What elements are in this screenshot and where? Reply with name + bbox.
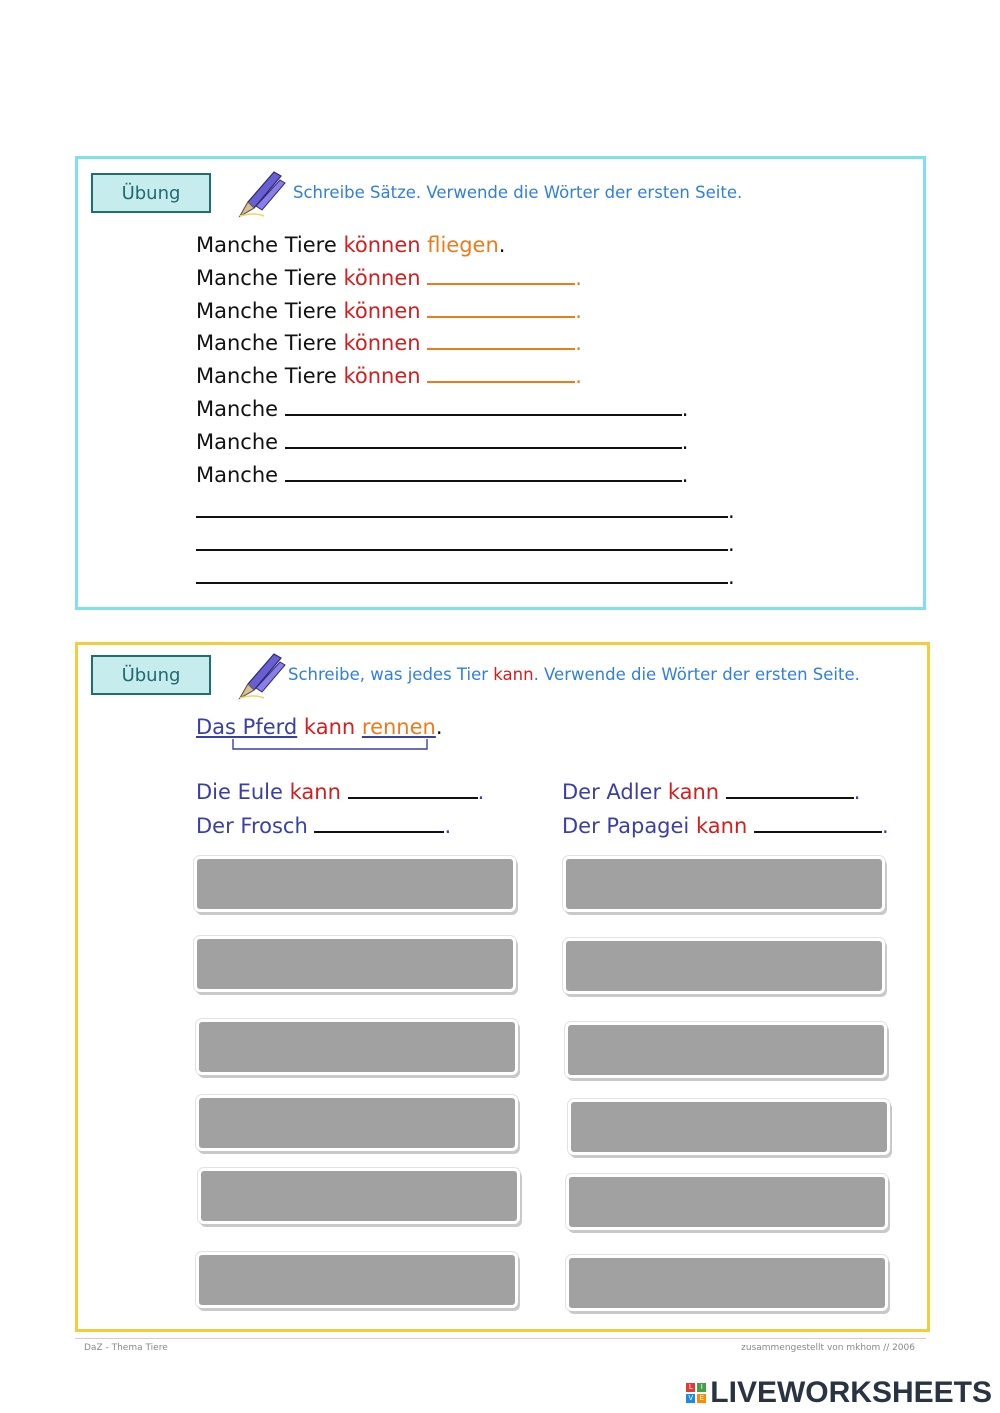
answer-blank[interactable] xyxy=(427,298,575,318)
verb-koennen: können xyxy=(343,364,421,388)
answer-blank[interactable] xyxy=(427,330,575,350)
free-row xyxy=(196,496,735,526)
sentence-start: Manche xyxy=(196,463,279,487)
sentence-start: Manche Tiere xyxy=(196,364,344,388)
free-row xyxy=(196,562,735,592)
answer-blank[interactable] xyxy=(427,265,575,285)
answer-blank[interactable] xyxy=(348,779,478,799)
answer-blank[interactable] xyxy=(754,813,882,833)
answer-box[interactable] xyxy=(565,1022,887,1078)
answer-blank[interactable] xyxy=(196,498,728,518)
answer-box[interactable] xyxy=(196,1019,518,1075)
instruction-part: . Verwende die Wörter der ersten Seite. xyxy=(533,665,860,684)
logo-icon xyxy=(685,1382,707,1404)
period: . xyxy=(575,299,582,323)
sentence-start: Manche Tiere xyxy=(196,266,344,290)
verb-kann: kann xyxy=(667,780,720,804)
verb-koennen: können xyxy=(343,233,421,257)
sentence-start: Manche xyxy=(196,430,279,454)
answer-blank[interactable] xyxy=(285,462,682,482)
answer-blank[interactable] xyxy=(726,779,854,799)
period: . xyxy=(681,463,689,487)
example-word: fliegen xyxy=(427,233,499,257)
answer-box[interactable] xyxy=(194,856,516,912)
exercise-1-instruction: Schreibe Sätze. Verwende die Wörter der ersten Seite. xyxy=(293,183,743,202)
animal-sentence xyxy=(196,777,484,807)
period: . xyxy=(881,814,889,838)
period: . xyxy=(575,331,582,355)
verb-koennen: können xyxy=(343,299,421,323)
sentence-example xyxy=(196,230,505,260)
period: . xyxy=(477,780,485,804)
verb-koennen: können xyxy=(343,331,421,355)
logo-letter: I xyxy=(697,1383,706,1392)
logo-letter: V xyxy=(686,1394,695,1403)
period: . xyxy=(498,233,506,257)
animal-sentence xyxy=(562,811,889,841)
period: . xyxy=(728,532,735,556)
instruction-part: Schreibe, was jedes Tier xyxy=(288,665,494,684)
animal-subject: Der Papagei xyxy=(562,814,690,838)
answer-box[interactable] xyxy=(194,936,516,992)
free-row xyxy=(196,529,735,559)
period: . xyxy=(575,364,582,388)
period: . xyxy=(681,430,689,454)
answer-box[interactable] xyxy=(196,1252,518,1308)
answer-box[interactable] xyxy=(563,856,885,912)
answer-box[interactable] xyxy=(566,1174,888,1230)
example-verb: kann xyxy=(303,715,356,739)
sentence-start: Manche xyxy=(196,397,279,421)
sentence-row xyxy=(196,328,582,358)
answer-blank[interactable] xyxy=(314,813,444,833)
period: . xyxy=(728,565,735,589)
logo-letter: L xyxy=(686,1383,695,1392)
footer-left: DaZ - Thema Tiere xyxy=(84,1343,168,1353)
animal-subject: Die Eule xyxy=(196,780,283,804)
sentence-start: Manche Tiere xyxy=(196,331,344,355)
sentence-start: Manche Tiere xyxy=(196,233,344,257)
instruction-verb: kann xyxy=(493,665,534,684)
period: . xyxy=(444,814,452,838)
animal-sentence xyxy=(196,811,451,841)
answer-box[interactable] xyxy=(563,938,885,994)
exercise-2-instruction xyxy=(288,665,860,684)
footer-rule xyxy=(75,1338,926,1339)
manche-row xyxy=(196,394,688,424)
verb-kann: kann xyxy=(695,814,748,838)
verb-koennen: können xyxy=(343,266,421,290)
example-subject: Das Pferd xyxy=(196,715,298,739)
answer-box[interactable] xyxy=(566,1255,888,1311)
example-word: rennen xyxy=(361,715,436,739)
sentence-start: Manche Tiere xyxy=(196,299,344,323)
answer-box[interactable] xyxy=(198,1168,520,1224)
animal-sentence xyxy=(562,777,860,807)
answer-blank[interactable] xyxy=(196,531,728,551)
brand-text: LIVEWORKSHEETS xyxy=(710,1376,992,1409)
manche-row xyxy=(196,427,688,457)
period: . xyxy=(853,780,861,804)
footer-right: zusammengestellt von mkhom ∕∕ 2006 xyxy=(741,1343,915,1353)
underline-bracket xyxy=(230,738,430,752)
answer-blank[interactable] xyxy=(427,363,575,383)
pen-icon xyxy=(234,648,288,702)
pen-icon xyxy=(234,166,288,220)
logo-letter: E xyxy=(697,1394,706,1403)
answer-blank[interactable] xyxy=(196,564,728,584)
answer-box[interactable] xyxy=(568,1099,890,1155)
period: . xyxy=(575,266,582,290)
exercise-1-badge: Übung xyxy=(91,173,211,213)
period: . xyxy=(728,499,735,523)
animal-subject: Der Adler xyxy=(562,780,662,804)
manche-row xyxy=(196,460,688,490)
period: . xyxy=(435,715,443,739)
liveworksheets-logo xyxy=(685,1376,992,1410)
sentence-row xyxy=(196,361,582,391)
answer-box[interactable] xyxy=(196,1095,518,1151)
answer-blank[interactable] xyxy=(285,429,682,449)
answer-blank[interactable] xyxy=(285,396,682,416)
exercise-2-badge: Übung xyxy=(91,655,211,695)
sentence-row xyxy=(196,296,582,326)
animal-subject: Der Frosch xyxy=(196,814,308,838)
sentence-row xyxy=(196,263,582,293)
verb-kann: kann xyxy=(289,780,341,804)
period: . xyxy=(681,397,689,421)
